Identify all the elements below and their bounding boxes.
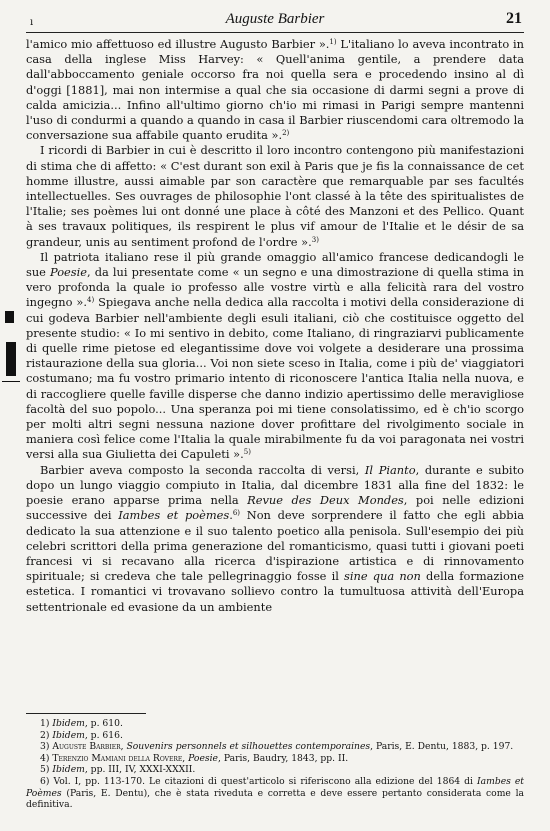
italic-text: Poesie [50, 265, 88, 280]
running-header [26, 10, 524, 33]
text-run: , [182, 752, 189, 764]
text-run: , p. 616. [84, 729, 123, 741]
footnote [26, 753, 524, 765]
footnote [26, 776, 524, 811]
text-run: , da lui presentate come « un segno e una dimostrazione di quella stima in vero profonda la quale io professo alle vostre virtù e alla felicità rara del vostro ingegno ». [26, 265, 524, 310]
text-run: , pp. III, IV, XXXI-XXXII. [84, 764, 196, 776]
footnote-ref: 6) [232, 509, 241, 518]
small-caps-text: Terenzio Mamiani della Rovere [52, 752, 183, 764]
italic-text: sine qua non [344, 569, 421, 584]
text-run: , [120, 741, 127, 753]
footnotes [26, 718, 524, 811]
footnote-ref: 2) [282, 129, 290, 138]
text-run: 6) Vol. I, pp. 113-170. Le citazioni di quest'articolo si riferiscono alla edizione del 1864 di [40, 775, 477, 787]
paragraph [26, 37, 524, 143]
text-run: Non deve sorprendere il fatto che egli abbia dedicato la sua attenzione e il suo talento poetico alla penisola. Sull'esempio dei più celebri scrittori della prima generazione del romanticismo, quasi tutti i giovani poeti francesi vi si recavano alla ricerca d'ispirazione artistica e di rinnovamento spirituale; si credeva che tale pellegrinaggio fosse il [26, 508, 525, 584]
margin-mark [6, 342, 16, 376]
italic-text: Ibidem [52, 718, 85, 729]
footnote-ref: 4) [86, 296, 95, 305]
italic-text: Revue des Deux Mondes [247, 493, 404, 508]
text-run: Spiegava anche nella dedica alla raccolta i motivi della considerazione di cui godeva Barbier nell'ambiente degli esuli italiani, ciò che costituisce oggetto del presente studio: « Io mi sentivo in debito, come Italiano, di ringraziarvi publicamente di quelle rime pietose ed elegantissime dove voi volgete a desiderare una prossima ristaurazione della sua gloria... Voi non siete sceso in Italia, come i più de' viaggiatori costumano; ma fu vostro primario intento di riconoscere l'antica Italia nella nuova, e di raccogliere quelle faville disperse che danno indizio apertissimo delle meravigliose facoltà del suo popolo... Una speranza poi mi tiene consolatissimo, ed è ch'io scorgo per molti altri segni nessuna nazione dover profittare del rivolgimento sociale in maniera così felice come l'Italia la quale mirabilmente fu da voi paragonata nei vostri versi alla sua Giulietta dei Capuleti ». [26, 295, 524, 462]
text-run: . [229, 508, 233, 523]
small-caps-text: Auguste Barbier [52, 741, 121, 753]
footnote [26, 741, 524, 753]
text-run: 1) [40, 718, 53, 729]
header-mark: ı [30, 17, 34, 28]
running-title: Auguste Barbier [225, 11, 325, 27]
text-run: , poi nelle edizioni successive dei [26, 493, 524, 523]
italic-text: Poesie [188, 752, 218, 764]
italic-text: Ibidem [52, 764, 85, 776]
paragraph [26, 463, 524, 615]
margin-dash [2, 381, 20, 382]
paragraph [26, 143, 524, 249]
text-run: , Paris, E. Dentu, 1883, p. 197. [370, 741, 514, 753]
page [26, 10, 524, 615]
text-run: 3) [40, 741, 53, 753]
body-text [26, 37, 524, 615]
margin-mark [5, 311, 14, 323]
text-run: , durante e subito dopo un lungo viaggio compiuto in Italia, dal dicembre 1831 alla fine del 1832: le poesie erano apparse prima nella [26, 462, 525, 508]
text-run: L'italiano lo aveva incontrato in casa della inglese Miss Harvey: « Quell'anima gentile, a prendere data dall'abboccamento geniale occorso fra noi quella sera e procedendo insino al dì d'oggi [1881], mai non intermise a qual che sia occasione di darmi segni a prove di calda amicizia... Infino all'ultimo giorno ch'io mi rimasi in Parigi sempre mantenni l'uso di condurmi a quando a quando in casa il Barbier riuscendomi cara oltremodo la conversazione sua affabile quanto erudita ». [26, 37, 524, 143]
italic-text: Il Pianto [364, 462, 416, 477]
footnote-rule [26, 713, 146, 714]
text-run: (Paris, E. Dentu), che è stata riveduta e corretta e deve essere pertanto considerata come la definitiva. [26, 787, 524, 811]
text-run: , p. 610. [84, 718, 123, 729]
italic-text: Iambes et Poèmes [26, 775, 524, 799]
footnote-ref: 1) [329, 38, 337, 46]
footnote-ref: 3) [311, 235, 319, 244]
paragraph [26, 250, 524, 463]
text-run: 2) [40, 729, 53, 741]
footnote [26, 764, 524, 776]
text-run: Barbier aveva composto la seconda raccolta di versi, [40, 462, 365, 477]
footnote [26, 730, 524, 742]
italic-text: Iambes et poèmes [118, 508, 230, 523]
text-run: 4) [40, 752, 53, 764]
text-run: Il patriota italiano rese il più grande omaggio all'amico francese dedicandogli le sue [26, 249, 524, 280]
page-number: 21 [506, 10, 522, 27]
footnote [26, 718, 524, 730]
italic-text: Souvenirs personnels et silhouettes contemporaines [126, 741, 371, 753]
italic-text: Ibidem [52, 729, 85, 741]
text-run: 5) [40, 764, 53, 776]
text-run: , Paris, Baudry, 1843, pp. II. [218, 752, 349, 764]
text-run: l'amico mio affettuoso ed illustre Augusto Barbier ». [26, 37, 330, 51]
text-run: della formazione estetica. I romantici vi trovavano sollievo contro la tumultuosa attività dell'Europa settentrionale ed evasione da un ambiente [26, 569, 524, 614]
text-run: I ricordi di Barbier in cui è descritto il loro incontro contengono più manifestazioni di stima che di affetto: « C'est durant son exil à Paris que je fis la connaissance de cet homme illustre, aussi aimable par son caractère que remarquable par ses facultés intellectuelles. Ses ouvrages de philosophie l'ont classé à la tête des spiritualistes de l'Italie; ses poèmes lui ont donné une place à côté des Manzoni et des Pellico. Quant à ses travaux politiques, ils respirent le plus vif amour de l'Italie et le désir de sa grandeur, unis au sentiment profond de l'ordre ». [26, 143, 524, 249]
footnote-ref: 5) [243, 448, 251, 457]
